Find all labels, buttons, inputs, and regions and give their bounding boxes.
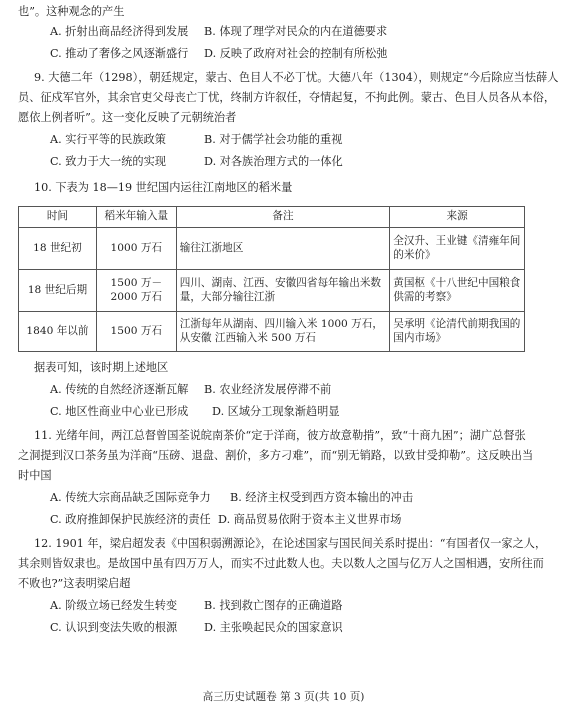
q12-stem-line1: 12. 1901 年，梁启超发表《中国积弱溯源论》，在论述国家与国民间关系时提出：“有国者仅一家之人， xyxy=(34,537,547,550)
table-header-row xyxy=(19,207,525,228)
table-row xyxy=(19,228,525,270)
rice-import-table xyxy=(18,206,525,352)
q10-after-text: 据表可知，该时期上述地区 xyxy=(34,361,169,374)
q11-option-c: C. 政府推卸保护民族经济的责任 xyxy=(50,513,211,526)
col-header-time: 时间 xyxy=(19,207,97,228)
q10-option-c: C. 地区性商业中心业已形成 xyxy=(50,405,189,418)
q12-stem-line3: 不败也?”这表明梁启超 xyxy=(18,577,131,590)
cell-time: 18 世纪初 xyxy=(19,228,97,270)
q11-option-d: D. 商品贸易依附于资本主义世界市场 xyxy=(218,513,402,526)
prev-option-c: C. 推动了奢侈之风逐渐盛行 xyxy=(50,47,189,60)
cell-note: 四川、湖南、江西、安徽四省每年输出米数量，大部分输往江浙 xyxy=(176,270,390,312)
q12-stem-line2: 其余则皆奴隶也。是故国中虽有四万万人，而实不过此数人也。夫以数人之国与亿万人之国相遇，安所往而 xyxy=(18,557,544,570)
cell-time: 1840 年以前 xyxy=(19,312,97,352)
q12-option-a: A. 阶级立场已经发生转变 xyxy=(50,599,178,612)
col-header-note: 备注 xyxy=(176,207,390,228)
q10-option-a: A. 传统的自然经济逐渐瓦解 xyxy=(50,383,189,396)
q10-option-d: D. 区域分工现象渐趋明显 xyxy=(212,405,340,418)
q9-stem-line2: 员、征戍军官外，其余官吏父母丧亡丁忧，终制方许叙任，夺情起复，不拘此例。蒙古、色目人员各从本俗， xyxy=(18,91,556,104)
q12-option-d: D. 主张唤起民众的国家意识 xyxy=(204,621,343,634)
q9-stem-line1: 9. 大德二年（1298），朝廷规定，蒙古、色目人不必丁忧。大德八年（1304），则规定“今后除应当怯薛人 xyxy=(34,71,559,84)
cell-amount: 1500 万－2000 万石 xyxy=(96,270,176,312)
cell-note: 江浙每年从湖南、四川输入米 1000 万石，从安徽 江西输入米 500 万石 xyxy=(176,312,390,352)
cell-amount: 1000 万石 xyxy=(96,228,176,270)
q9-option-b: B. 对于儒学社会功能的重视 xyxy=(204,133,343,146)
cell-source: 吴承明《论清代前期我国的国内市场》 xyxy=(390,312,525,352)
prev-option-b: B. 体现了理学对民众的内在道德要求 xyxy=(204,25,388,38)
q9-option-c: C. 致力于大一统的实现 xyxy=(50,155,166,168)
q11-stem-line1: 11. 光绪年间，两江总督曾国荃说皖南茶价“定于洋商，彼方故意勒掯”，致“十商九困”；湖广总督张 xyxy=(34,429,526,442)
q11-stem-line3: 时中国 xyxy=(18,469,52,482)
cell-note: 输往江浙地区 xyxy=(176,228,390,270)
prev-option-d: D. 反映了政府对社会的控制有所松弛 xyxy=(204,47,388,60)
q10-title: 10. 下表为 18—19 世纪国内运往江南地区的稻米量 xyxy=(34,181,293,194)
table-row xyxy=(19,270,525,312)
prev-option-a: A. 折射出商品经济得到发展 xyxy=(50,25,189,38)
cell-source: 黄国枢《十八世纪中国粮食供需的考察》 xyxy=(390,270,525,312)
q11-option-b: B. 经济主权受到西方资本输出的冲击 xyxy=(230,491,414,504)
q9-option-a: A. 实行平等的民族政策 xyxy=(50,133,166,146)
q9-stem-line3: 愿依上例者听”。这一变化反映了元朝统治者 xyxy=(18,111,237,124)
q10-option-b: B. 农业经济发展停滞不前 xyxy=(204,383,332,396)
prev-question-tail: 也”。这种观念的产生 xyxy=(18,5,125,18)
table-row xyxy=(19,312,525,352)
page-footer: 高三历史试题卷 第 3 页(共 10 页) xyxy=(202,691,365,703)
q11-option-a: A. 传统大宗商品缺乏国际竞争力 xyxy=(50,491,211,504)
q11-stem-line2: 之洞提到汉口茶务虽为洋商“压磅、退盘、割价，多方刁难”，而“别无销路，以致甘受抑勒”。这反映出当 xyxy=(18,449,534,462)
q12-option-b: B. 找到救亡图存的正确道路 xyxy=(204,599,343,612)
col-header-amount: 稻米年输入量 xyxy=(96,207,176,228)
cell-source: 全汉升、王业键《清雍年间的米价》 xyxy=(390,228,525,270)
cell-time: 18 世纪后期 xyxy=(19,270,97,312)
col-header-source: 来源 xyxy=(390,207,525,228)
cell-amount: 1500 万石 xyxy=(96,312,176,352)
q9-option-d: D. 对各族治理方式的一体化 xyxy=(204,155,343,168)
q12-option-c: C. 认识到变法失败的根源 xyxy=(50,621,178,634)
